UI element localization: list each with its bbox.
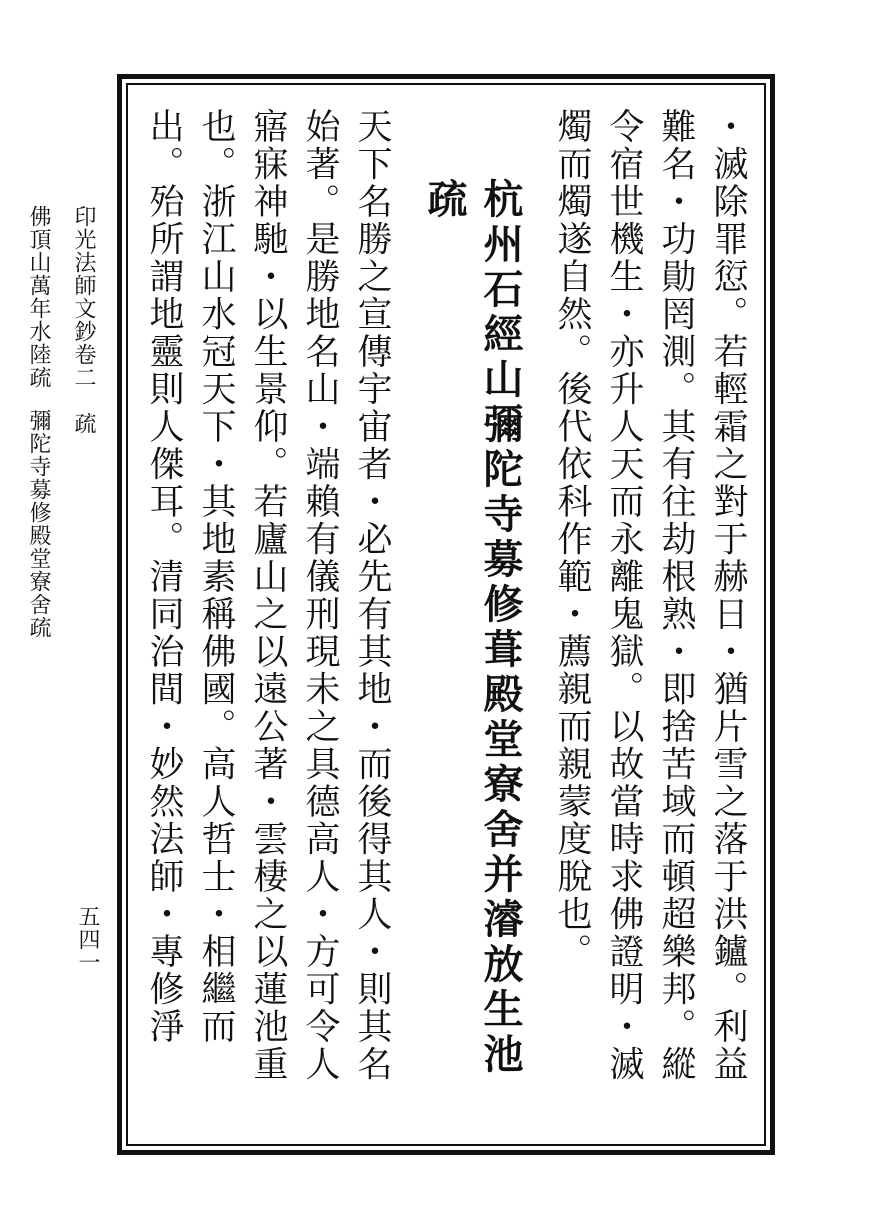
running-header-section-1: 佛頂山萬年水陸疏 bbox=[26, 205, 51, 389]
running-header-section bbox=[27, 205, 49, 639]
running-header-book: 印光法師文鈔卷二 疏 bbox=[71, 205, 96, 435]
body-text bbox=[138, 108, 754, 1108]
page-number: 五四一 bbox=[75, 905, 100, 974]
running-header-section-2: 彌陀寺募修殿堂寮舍疏 bbox=[26, 409, 51, 639]
prev-text-paragraph: ・滅除罪愆。若輕霜之對于赫日・猶片雪之落于洪鑪。利益難名・功勛罔測。其有往劫根熟・即捨苦域而頓超樂邦。縱令宿世機生・亦升人天而永離鬼獄。以故當時求佛證明・滅燭而燭遂自然。後代依科作範・薦親而親蒙度脫也。 bbox=[552, 108, 748, 1083]
essay-title: 杭州石經山彌陀寺募修葺殿堂寮舍并濬放生池疏 bbox=[421, 178, 524, 1078]
main-text-paragraph: 天下名勝之宣傳宇宙者・必先有其地・而後得其人・則其名始著。是勝地名山・端賴有儀刑現未之具德高人・方可令人寤寐神馳・以生景仰。若廬山之以遠公著・雲棲之以蓮池重也。浙江山水冠天下・其地素稱佛國。高人哲士・相繼而出。殆所謂地靈則人傑耳。清同治間・妙然法師・專修淨 bbox=[144, 108, 392, 1083]
